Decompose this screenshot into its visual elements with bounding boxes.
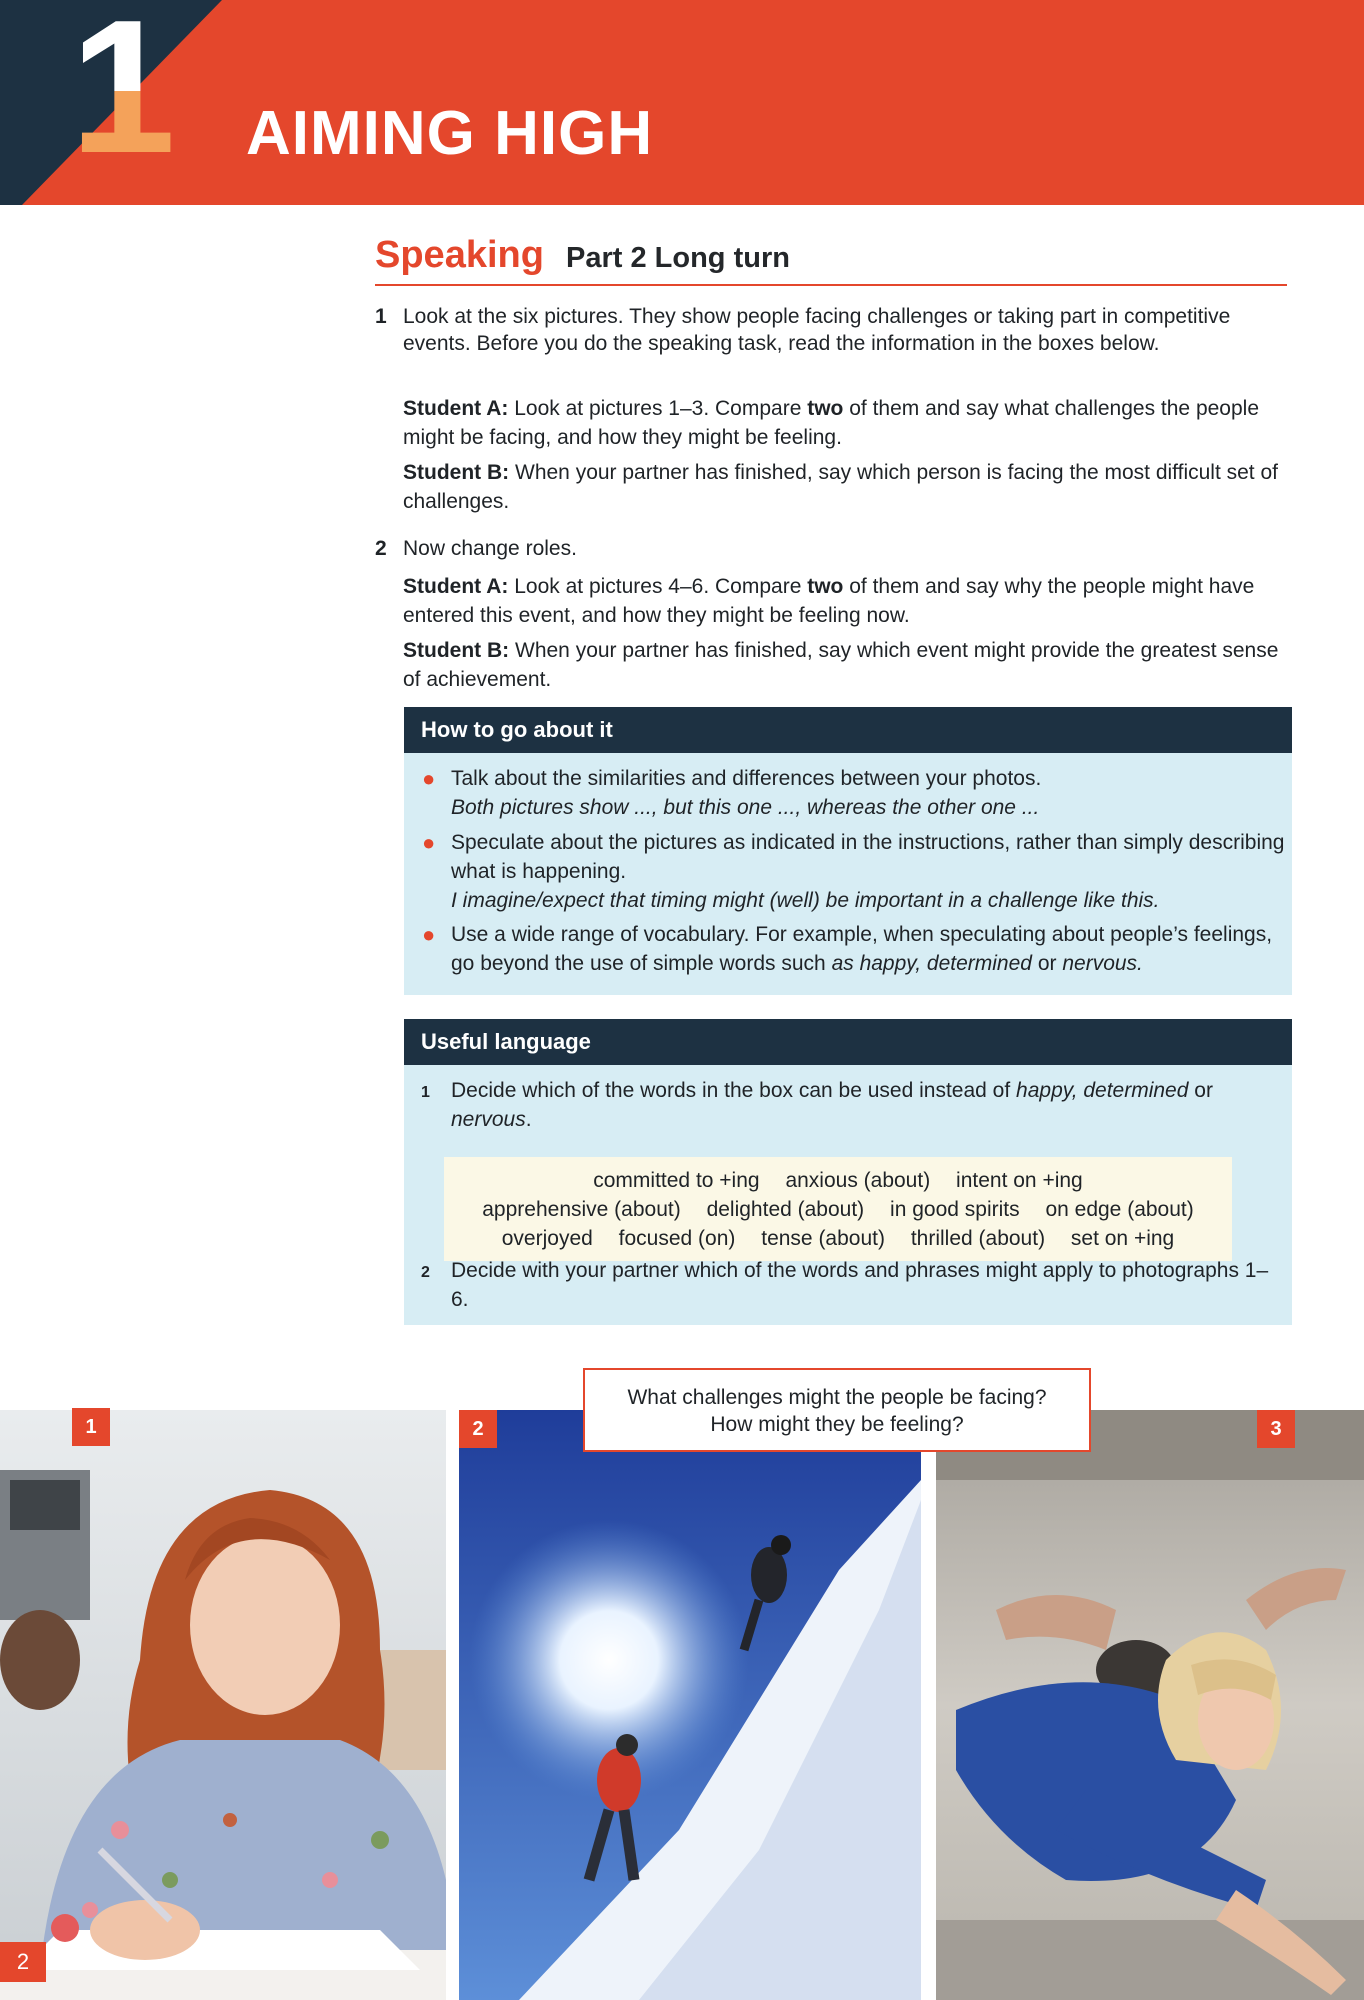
photo-3-badge: 3 <box>1257 1410 1295 1448</box>
exercise-2 <box>375 535 1291 563</box>
bullet-3-text-start: Use a wide range of vocabulary. For example, when speculating about people’s feelings, go beyond the use of simple words such <box>451 923 1273 975</box>
section-title: Speaking <box>375 234 544 276</box>
useful-item-1-connector: or <box>1194 1079 1213 1102</box>
word-item: in good spirits <box>890 1198 1020 1221</box>
bullet-icon: ● <box>422 766 436 791</box>
how-to-box <box>404 707 1292 995</box>
how-to-box-title: How to go about it <box>404 707 1292 753</box>
callout-line-1: What challenges might the people be facing? <box>627 1386 1047 1409</box>
unit-title: AIMING HIGH <box>246 99 654 168</box>
student-b-label: Student B: <box>403 461 510 484</box>
student-a-text-start: Look at pictures 1–3. Compare <box>514 397 802 420</box>
word-row-1 <box>444 1166 1232 1195</box>
callout-line-2: How might they be feeling? <box>710 1413 964 1436</box>
banner-background <box>0 0 1364 205</box>
word-item: anxious (about) <box>785 1169 931 1192</box>
useful-item-1-text-start: Decide which of the words in the box can be used instead of <box>451 1079 1011 1102</box>
bullet-3-italic-words: as happy, determined <box>831 952 1032 975</box>
word-item: intent on +ing <box>956 1169 1083 1192</box>
student-a-text-end: of them and say what challenges the people might be facing, and how they might be feeling. <box>403 397 1260 449</box>
bullet-3-text <box>451 920 1291 978</box>
bullet-1-text: Talk about the similarities and differences between your photos. <box>451 767 1042 790</box>
unit-number: 1 <box>70 0 172 182</box>
exercise-1-instructions: Look at the six pictures. They show people facing challenges or taking part in competitive events. Before you do the speaking task, read the information in the boxes below. <box>403 305 1231 355</box>
useful-item-1-italic: happy, determined <box>1016 1079 1189 1102</box>
bullet-3-italic-end: nervous. <box>1062 952 1143 975</box>
useful-language-box <box>404 1019 1292 1325</box>
useful-item-1-italic-end: nervous <box>451 1108 526 1131</box>
student-a-emphasis: two <box>807 397 844 420</box>
word-item: apprehensive (about) <box>482 1198 681 1221</box>
bullet-icon: ● <box>422 830 436 855</box>
word-item: thrilled (about) <box>910 1227 1046 1250</box>
exercise-2-student-b <box>403 636 1293 694</box>
exercise-1-student-a <box>403 394 1293 452</box>
question-callout <box>583 1368 1091 1452</box>
page-number: 2 <box>0 1942 46 1982</box>
word-row-3 <box>444 1224 1232 1253</box>
photo-2-mountain-climbers <box>459 1410 921 2000</box>
section-heading <box>375 232 1287 286</box>
word-item: focused (on) <box>618 1227 736 1250</box>
exercise-1-student-b <box>403 458 1293 516</box>
exercise-2-instructions: Now change roles. <box>403 537 577 560</box>
student-a-label: Student A: <box>403 397 509 420</box>
word-item: tense (about) <box>761 1227 885 1250</box>
student-b-text: When your partner has finished, say which person is facing the most difficult set of challenges. <box>403 461 1278 513</box>
photo-1-student-exam <box>0 1410 446 2000</box>
exercise-1-number: 1 <box>375 305 387 328</box>
exercise-2-number: 2 <box>375 537 387 560</box>
word-item: set on +ing <box>1070 1227 1175 1250</box>
exercise-1 <box>375 303 1291 387</box>
student-a-emphasis: two <box>807 575 844 598</box>
word-item: overjoyed <box>501 1227 593 1250</box>
student-b-text: When your partner has finished, say which event might provide the greatest sense of achievement. <box>403 639 1279 691</box>
unit-banner <box>0 0 1364 205</box>
photo-3-dancer <box>936 1410 1364 2000</box>
bullet-3-connector: or <box>1037 952 1057 975</box>
section-subtitle: Part 2 Long turn <box>566 242 790 274</box>
bullet-icon: ● <box>422 922 436 947</box>
student-a-text-start: Look at pictures 4–6. Compare <box>514 575 802 598</box>
exercise-2-student-a <box>403 572 1293 630</box>
student-b-label: Student B: <box>403 639 510 662</box>
useful-item-1-number: 1 <box>421 1084 430 1101</box>
useful-item-2-text: Decide with your partner which of the words and phrases might apply to photographs 1–6. <box>451 1259 1269 1311</box>
word-row-2 <box>444 1195 1232 1224</box>
useful-item-2-number: 2 <box>421 1264 430 1281</box>
bullet-2-example: I imagine/expect that timing might (well) be important in a challenge like this. <box>451 889 1160 912</box>
word-item: on edge (about) <box>1045 1198 1194 1221</box>
word-item: delighted (about) <box>706 1198 865 1221</box>
useful-language-title: Useful language <box>404 1019 1292 1065</box>
word-box <box>444 1157 1232 1261</box>
word-item: committed to +ing <box>593 1169 760 1192</box>
student-a-label: Student A: <box>403 575 509 598</box>
useful-item-1-text <box>451 1076 1281 1134</box>
bullet-2-text: Speculate about the pictures as indicated in the instructions, rather than simply describing what is happening. <box>451 831 1285 883</box>
bullet-1-example: Both pictures show ..., but this one ..., whereas the other one ... <box>451 796 1040 819</box>
useful-item-1-period: . <box>525 1108 532 1131</box>
student-a-text-end: of them and say why the people might have entered this event, and how they might be feeling now. <box>403 575 1255 627</box>
photo-2-badge: 2 <box>459 1410 497 1448</box>
photo-1-badge: 1 <box>72 1408 110 1446</box>
